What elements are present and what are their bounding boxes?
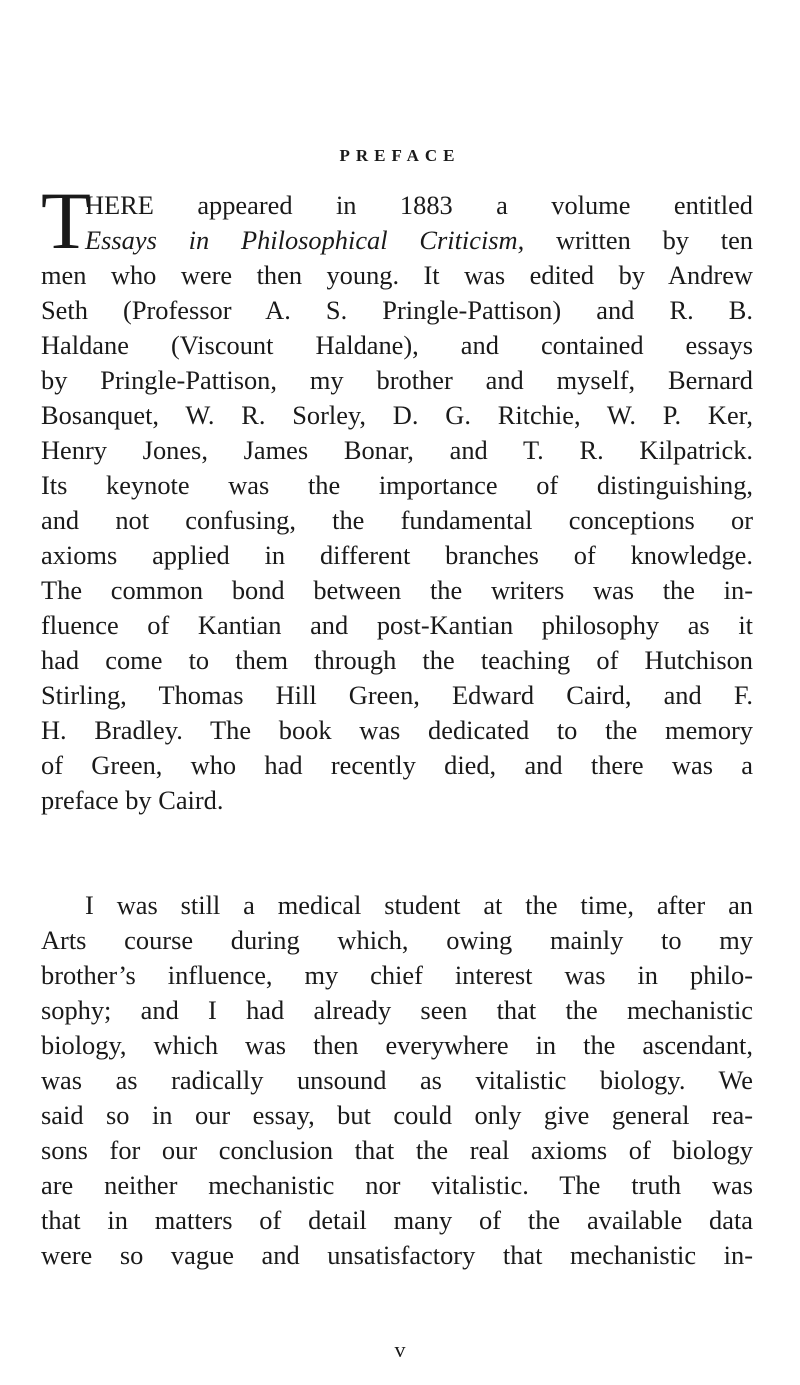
text-line: was as radically unsound as vitalistic biology. We [41, 1065, 753, 1095]
paragraph-2 [41, 888, 753, 1273]
text-line: are neither mechanistic nor vitalistic. The truth was [41, 1170, 753, 1200]
text-line: preface by Caird. [41, 785, 224, 815]
text-line: that in matters of detail many of the available data [41, 1205, 753, 1235]
drop-cap: T [41, 175, 92, 266]
page-heading: PREFACE [339, 146, 461, 165]
text-line: and not confusing, the fundamental conceptions or [41, 505, 753, 535]
text-line [41, 223, 753, 258]
text-line: I was still a medical student at the time, after an [85, 890, 753, 920]
text-line: Its keynote was the importance of distinguishing, [41, 470, 753, 500]
text-line: Haldane (Viscount Haldane), and contained essays [41, 330, 753, 360]
text-line: The common bond between the writers was the in- [41, 575, 753, 605]
text-line: Seth (Professor A. S. Pringle-Pattison) and R. B. [41, 295, 753, 325]
text-line: said so in our essay, but could only give general rea- [41, 1100, 753, 1130]
text-line: fluence of Kantian and post-Kantian philosophy as it [41, 610, 753, 640]
text-line: were so vague and unsatisfactory that mechanistic in- [41, 1240, 753, 1270]
text-line: of Green, who had recently died, and there was a [41, 750, 753, 780]
text-line: axioms applied in different branches of knowledge. [41, 540, 753, 570]
text-line: Stirling, Thomas Hill Green, Edward Caird, and F. [41, 680, 753, 710]
text-line: by Pringle-Pattison, my brother and myself, Bernard [41, 365, 753, 395]
text-line: Henry Jones, James Bonar, and T. R. Kilpatrick. [41, 435, 753, 465]
text-line: sophy; and I had already seen that the mechanistic [41, 995, 753, 1025]
text-line: had come to them through the teaching of Hutchison [41, 645, 753, 675]
text-line: men who were then young. It was edited by Andrew [41, 260, 753, 290]
text-fragment: written by ten [524, 225, 753, 255]
text-line: H. Bradley. The book was dedicated to the memory [41, 715, 753, 745]
text-line: brother’s influence, my chief interest was in philo- [41, 960, 753, 990]
book-title: Essays in Philosophical Criticism, [85, 225, 525, 255]
page-number: v [394, 1337, 406, 1362]
text-line: HERE appeared in 1883 a volume entitled [85, 190, 753, 220]
text-line: sons for our conclusion that the real axioms of biology [41, 1135, 753, 1165]
text-line: biology, which was then everywhere in the ascendant, [41, 1030, 753, 1060]
paragraph-1 [41, 175, 753, 818]
text-line: Bosanquet, W. R. Sorley, D. G. Ritchie, W. P. Ker, [41, 400, 753, 430]
text-line: Arts course during which, owing mainly to my [41, 925, 753, 955]
